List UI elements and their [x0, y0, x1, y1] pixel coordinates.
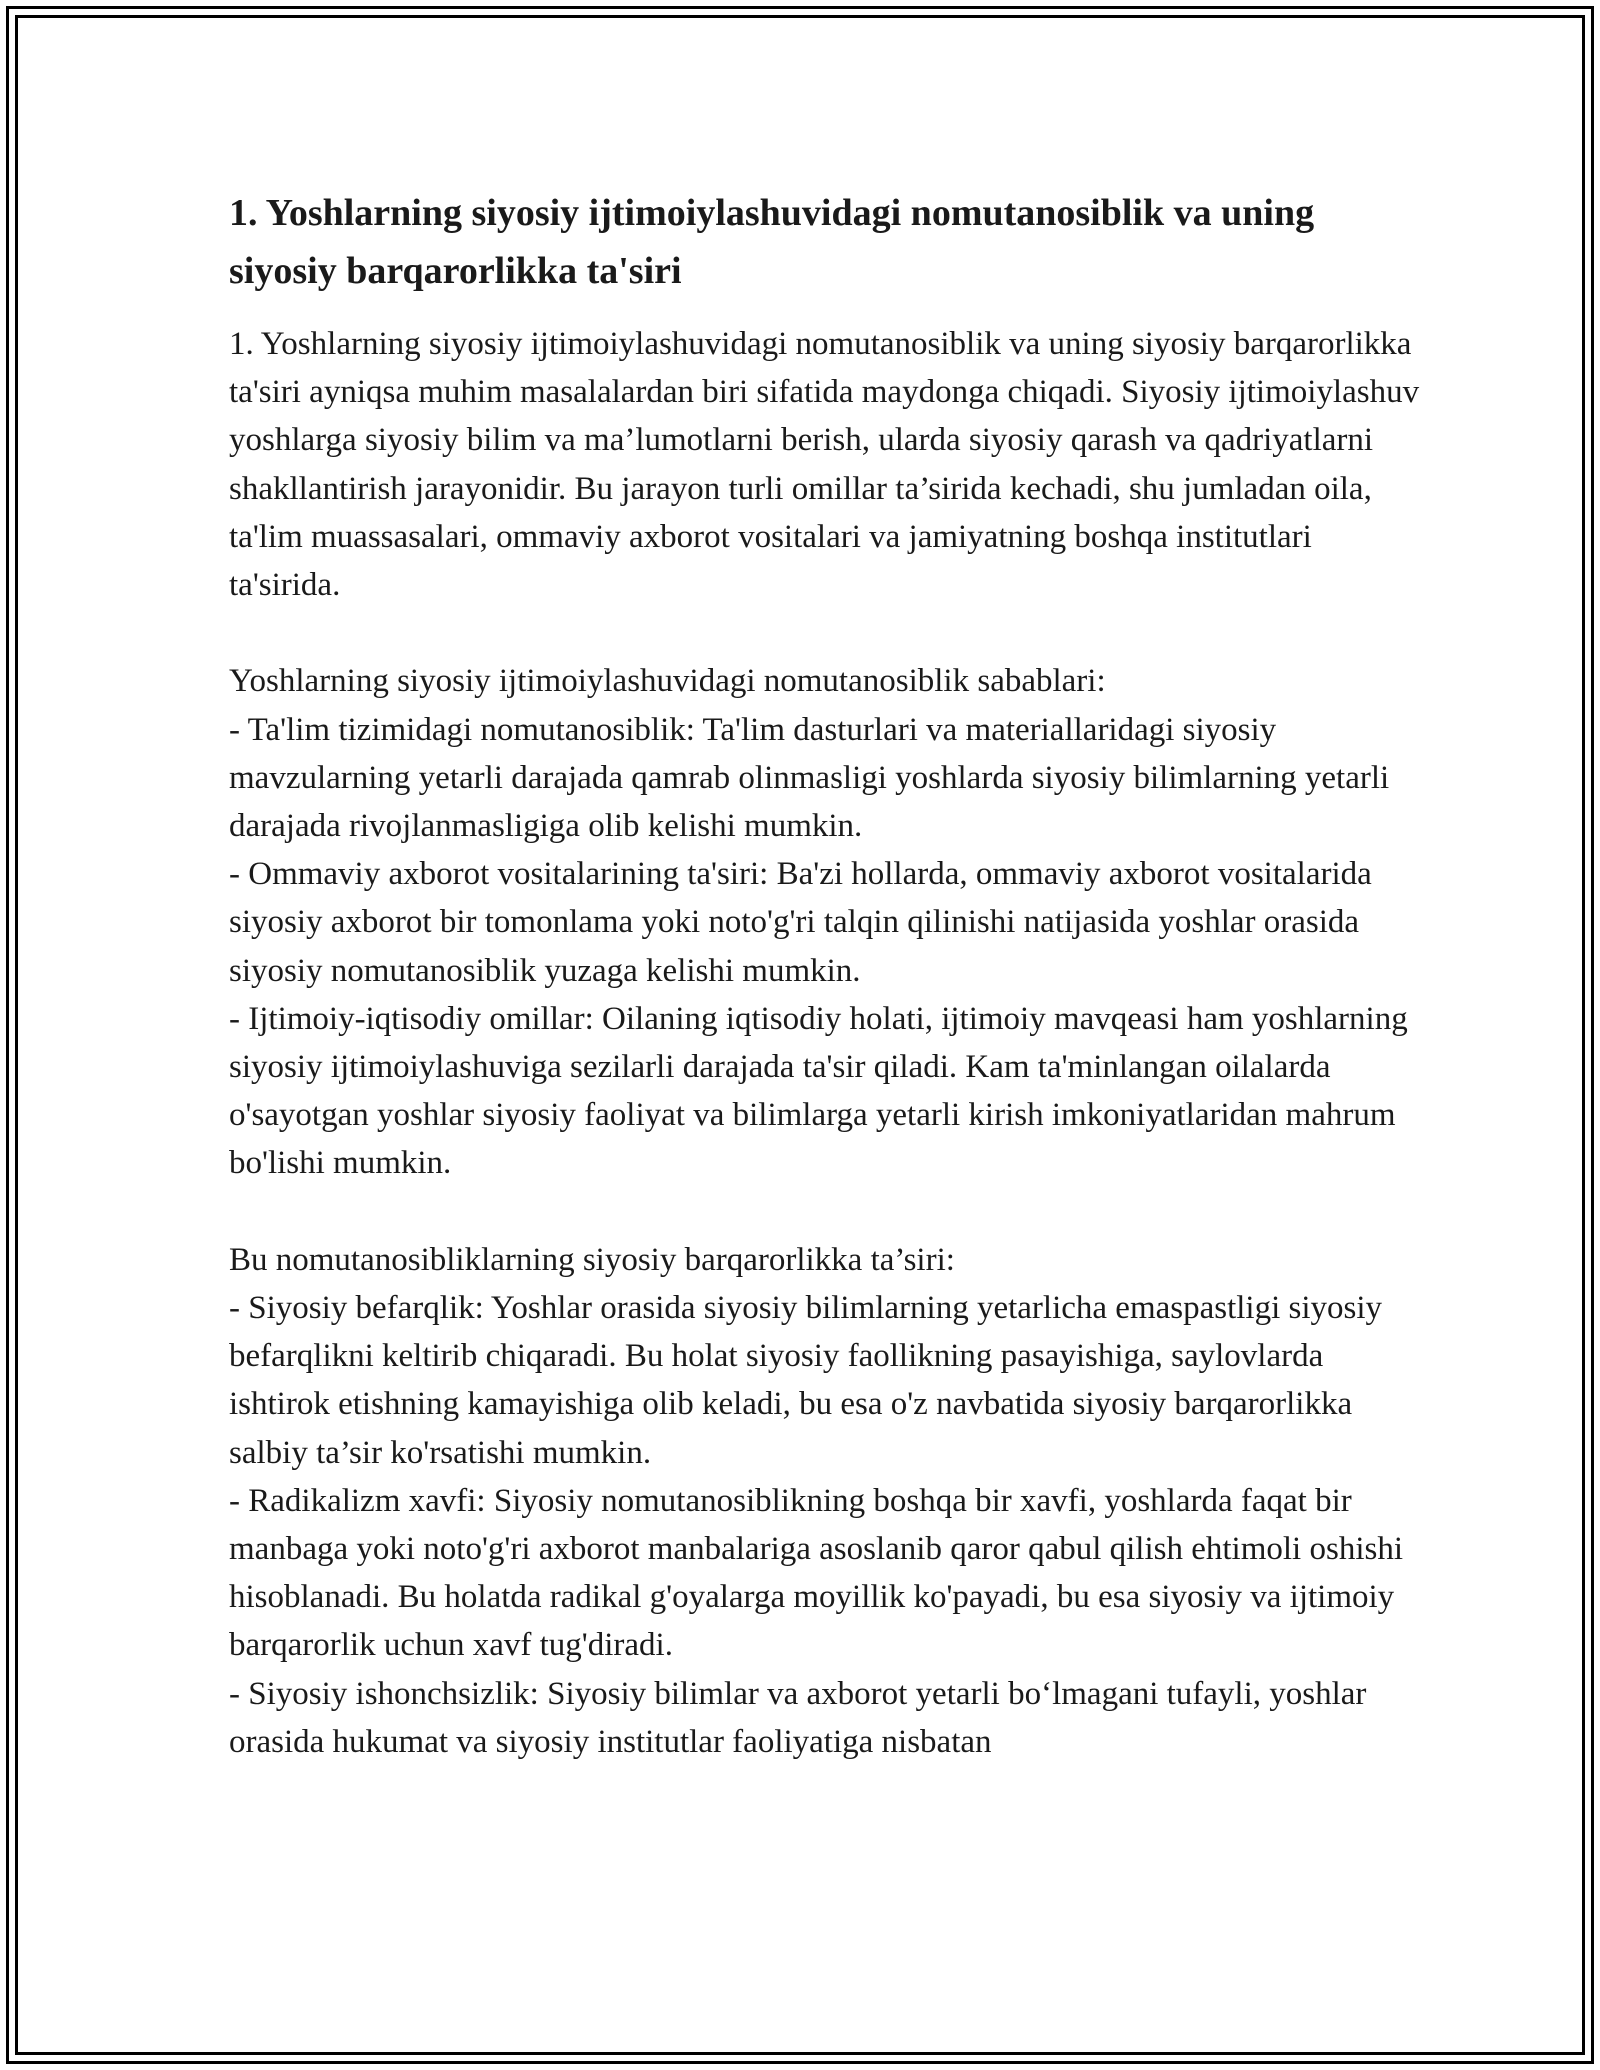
document-body — [229, 184, 1429, 1766]
paragraph-intro: 1. Yoshlarning siyosiy ijtimoiylashuvidagi nomutanosiblik va uning siyosiy barqarorlikka ta'siri ayniqsa muhim masalalardan biri sifatida maydonga chiqadi. Siyosiy ijtimoiylashuv yoshlarga siyosiy bilim va ma’lumotlarni berish, ularda siyosiy qarash va qadriyatlarni shakllantirish jarayonidir. Bu jarayon turli omillar ta’sirida kechadi, shu jumladan oila, ta'lim muassasalari, ommaviy axborot vositalari va jamiyatning boshqa institutlari ta'sirida. — [229, 326, 1420, 604]
paragraph-effects: Bu nomutanosibliklarning siyosiy barqarorlikka ta’siri: - Siyosiy befarqlik: Yoshlar orasida siyosiy bilimlarning yetarlicha emaspastligi siyosiy befarqlikni keltirib chiqaradi. Bu holat siyosiy faollikning pasayishiga, saylovlarda ishtirok etishning kamayishiga olib keladi, bu esa o'z navbatida siyosiy barqarorlikka salbiy ta’sir ko'rsatishi mumkin. - Radikalizm xavfi: Siyosiy nomutanosiblikning boshqa bir xavfi, yoshlarda faqat bir manbaga yoki noto'g'ri axborot manbalariga asoslanib qaror qabul qilish ehtimoli oshishi hisoblanadi. Bu holatda radikal g'oyalarga moyillik ko'payadi, bu esa siyosiy va ijtimoiy barqarorlik uchun xavf tug'diradi. - Siyosiy ishonchsizlik: Siyosiy bilimlar va axborot yetarli bo‘lmagani tufayli, yoshlar orasida hukumat va siyosiy institutlar faoliyatiga nisbatan — [229, 1241, 1403, 1760]
paragraph-causes: Yoshlarning siyosiy ijtimoiylashuvidagi nomutanosiblik sabablari: - Ta'lim tizimidagi nomutanosiblik: Ta'lim dasturlari va materiallaridagi siyosiy mavzularning yetarli darajada qamrab olinmasligi yoshlarda siyosiy bilimlarning yetarli darajada rivojlanmasligiga olib kelishi mumkin. - Ommaviy axborot vositalarining ta'siri: Ba'zi hollarda, ommaviy axborot vositalarida siyosiy axborot bir tomonlama yoki noto'g'ri talqin qilinishi natijasida yoshlar orasida siyosiy nomutanosiblik yuzaga kelishi mumkin. - Ijtimoiy-iqtisodiy omillar: Oilaning iqtisodiy holati, ijtimoiy mavqeasi ham yoshlarning siyosiy ijtimoiylashuviga sezilarli darajada ta'sir qiladi. Kam ta'minlangan oilalarda o'sayotgan yoshlar siyosiy faoliyat va bilimlarga yetarli kirish imkoniyatlaridan mahrum bo'lishi mumkin. — [229, 663, 1408, 1182]
page-title: 1. Yoshlarning siyosiy ijtimoiylashuvidagi nomutanosiblik va uning siyosiy barqarorlikka ta'siri — [229, 192, 1315, 292]
